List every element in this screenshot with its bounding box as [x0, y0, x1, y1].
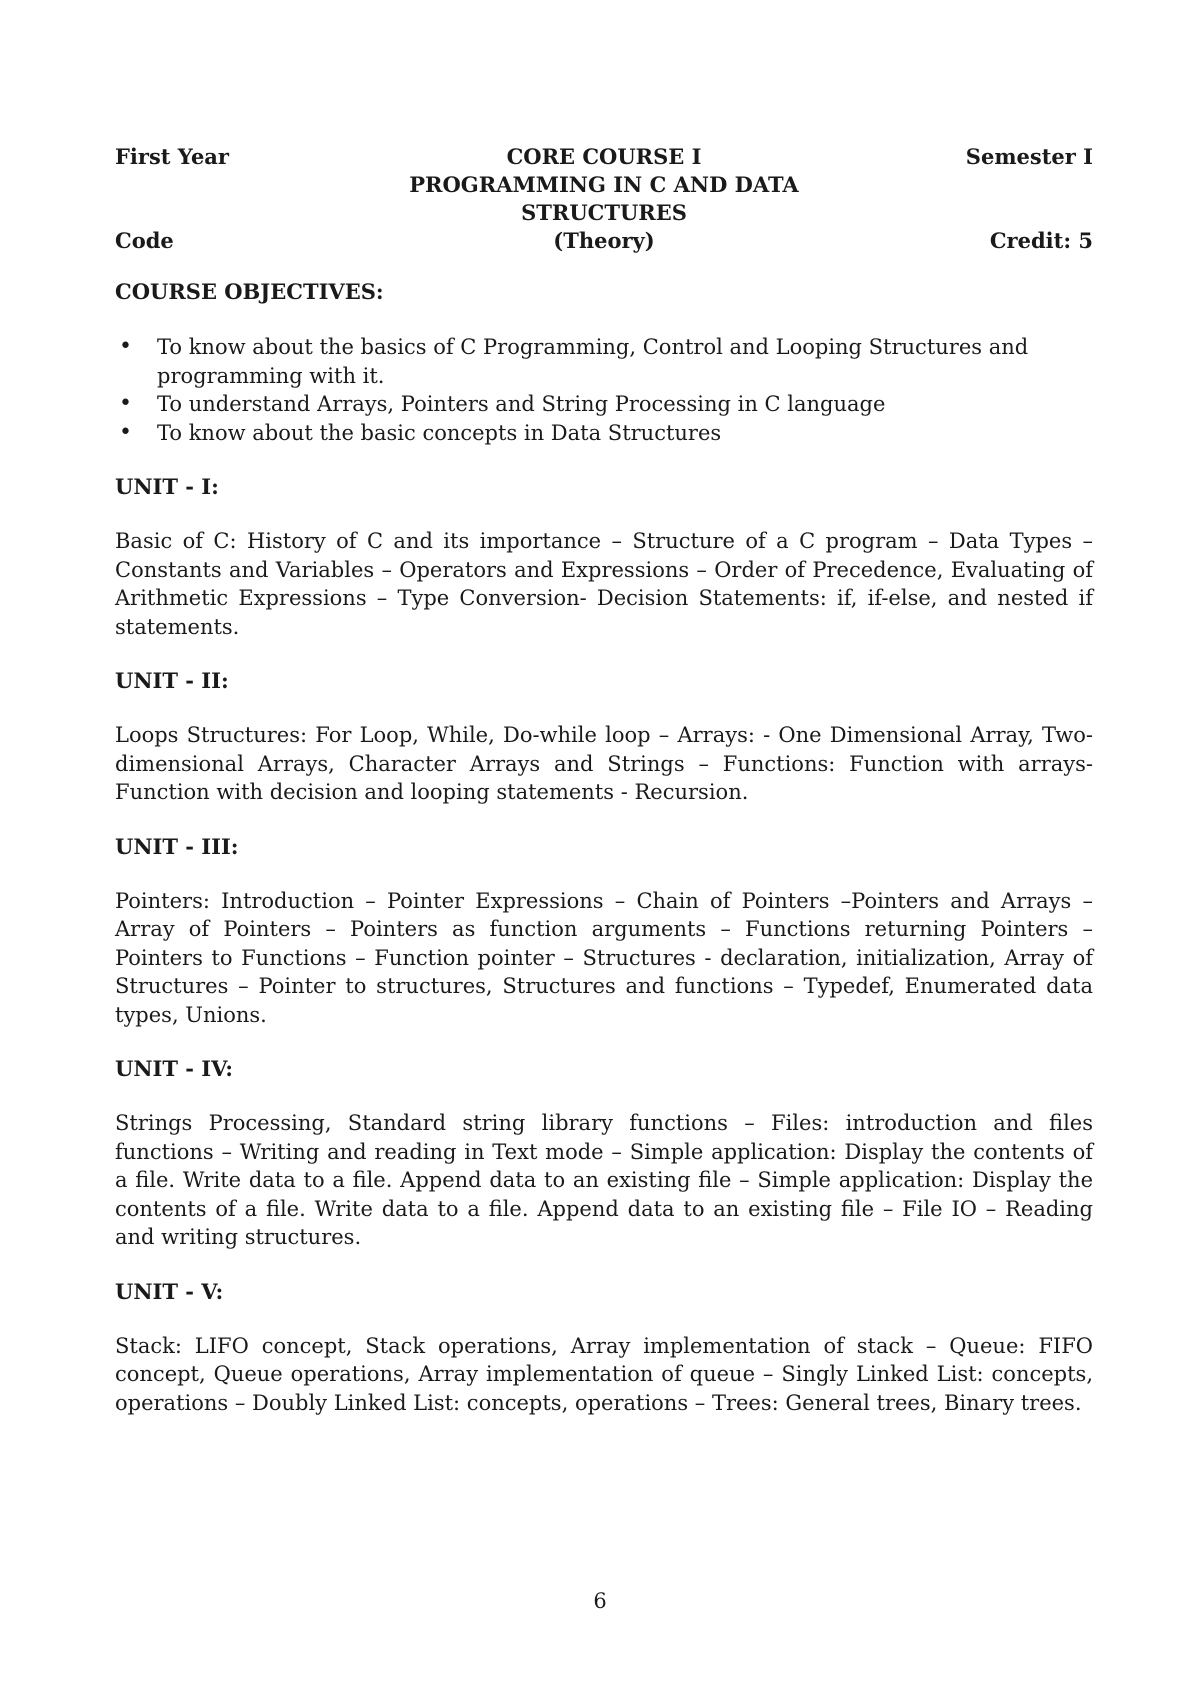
unit-5-section	[115, 1278, 1093, 1418]
syllabus-page	[115, 143, 1093, 1417]
unit-5-body: Stack: LIFO concept, Stack operations, Array implementation of stack – Queue: FIFO concept, Queue operations, Array implementation of queue – Singly Linked List: concepts, operations – Doubly Linked List: concepts, operations – Trees: General trees, Binary trees.	[115, 1333, 1093, 1415]
objective-item: • To understand Arrays, Pointers and String Processing in C language	[115, 390, 1093, 419]
unit-3-body: Pointers: Introduction – Pointer Expressions – Chain of Pointers –Pointers and Arrays – Array of Pointers – Pointers as function arguments – Functions returning Pointers – Pointers to Functions – Function pointer – Structures - declaration, initialization, Array of Structures – Pointer to structures, Structures and functions – Typedef, Enumerated data types, Unions.	[115, 888, 1093, 1027]
credit-label: Credit: 5	[989, 228, 1093, 253]
unit-5-heading: UNIT - V:	[115, 1278, 224, 1304]
unit-4-heading: UNIT - IV:	[115, 1056, 234, 1081]
objective-item: • To know about the basics of C Programming, Control and Looping Structures and programming with it.	[115, 333, 1093, 390]
header-row-2	[115, 171, 1093, 199]
unit-4-body: Strings Processing, Standard string library functions – Files: introduction and files functions – Writing and reading in Text mode – Simple application: Display the contents of a file. Write data to a file. Append data to an existing file – Simple application: Display the contents of a file. Write data to a file. Append data to an existing file – File IO – Reading and writing structures.	[115, 1111, 1093, 1249]
course-title-line2: STRUCTURES	[521, 200, 687, 225]
course-mode: (Theory)	[553, 228, 655, 253]
unit-2-body: Loops Structures: For Loop, While, Do-while loop – Arrays: - One Dimensional Array, Two-dimensional Arrays, Character Arrays and Strings – Functions: Function with arrays- Function with decision and looping statements - Recursion.	[115, 723, 1093, 804]
unit-3-section	[115, 833, 1093, 1030]
unit-2-heading: UNIT - II:	[115, 668, 229, 693]
unit-1-heading: UNIT - I:	[115, 474, 219, 499]
unit-1-section	[115, 473, 1093, 641]
header-row-1	[115, 143, 1093, 171]
objectives-list	[115, 333, 1093, 447]
header-row-4	[115, 227, 1093, 255]
code-label: Code	[115, 228, 174, 253]
course-type: CORE COURSE I	[506, 144, 702, 169]
course-title-line1: PROGRAMMING IN C AND DATA	[409, 172, 799, 197]
unit-1-body: Basic of C: History of C and its importance – Structure of a C program – Data Types – Constants and Variables – Operators and Expressions – Order of Precedence, Evaluating of Arithmetic Expressions – Type Conversion- Decision Statements: if, if-else, and nested if statements.	[115, 529, 1093, 639]
unit-4-section	[115, 1055, 1093, 1252]
unit-2-section	[115, 667, 1093, 807]
year-label: First Year	[115, 144, 229, 169]
semester-label: Semester I	[965, 144, 1093, 169]
header-row-3	[115, 199, 1093, 227]
page-number: 6	[593, 1589, 607, 1613]
objectives-heading: COURSE OBJECTIVES:	[115, 279, 384, 304]
objective-item: • To know about the basic concepts in Data Structures	[115, 419, 1093, 448]
unit-3-heading: UNIT - III:	[115, 833, 239, 859]
